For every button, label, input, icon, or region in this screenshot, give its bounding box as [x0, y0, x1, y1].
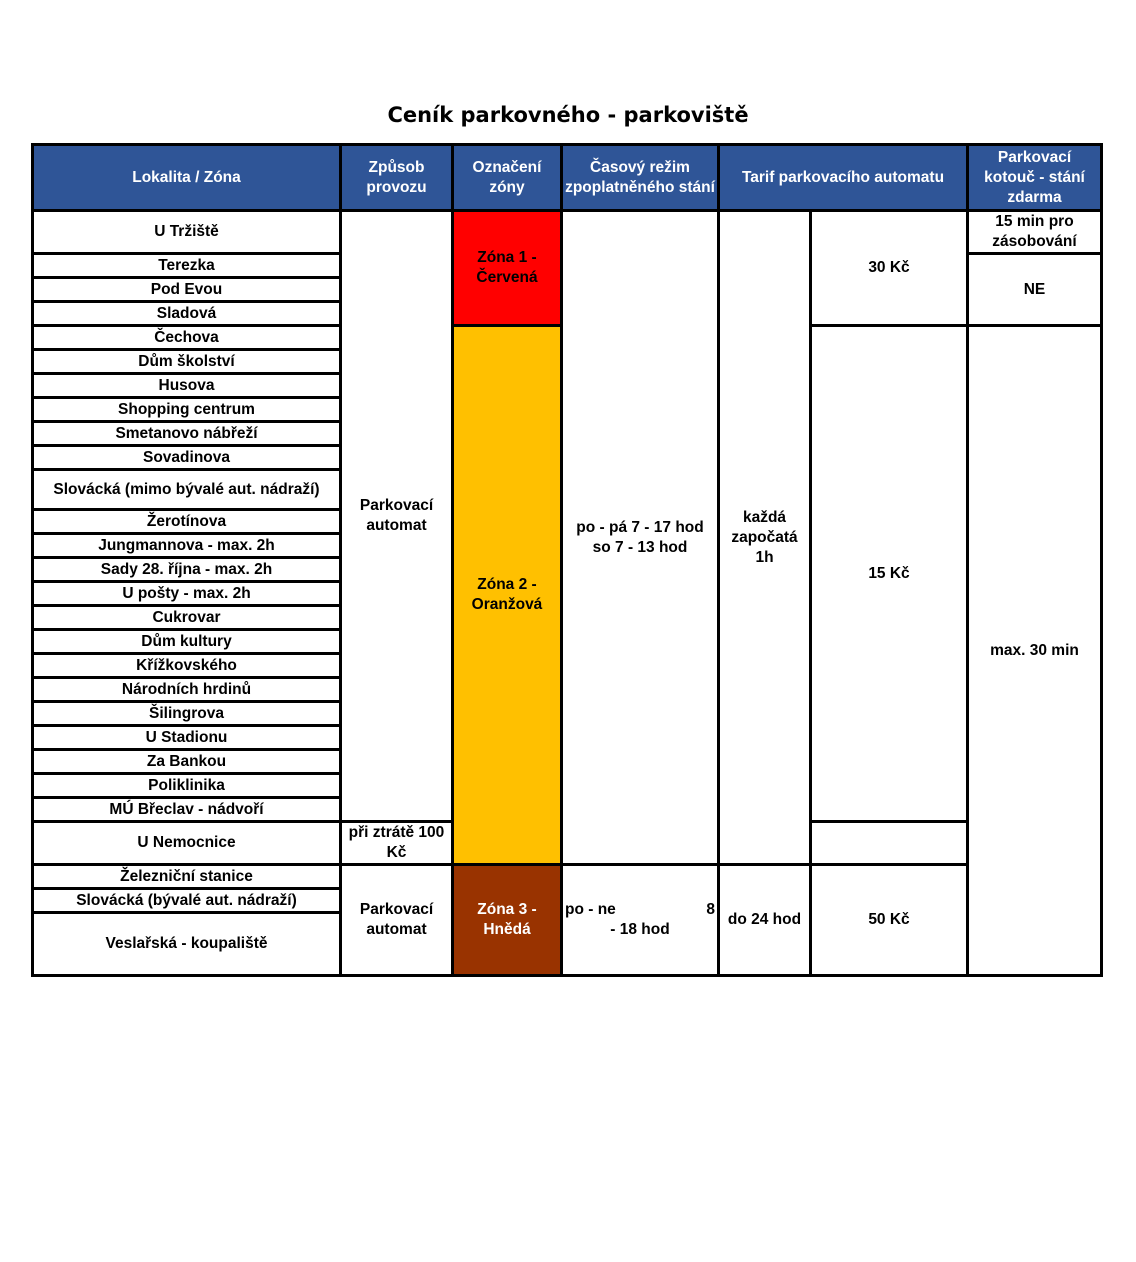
operation-automat-z3: Parkovací automat [341, 865, 453, 976]
locality-cell: U Stadionu [33, 726, 341, 750]
tariff-price-z3: 50 Kč [811, 865, 968, 976]
disc-supply: 15 min pro zásobování [968, 211, 1102, 254]
tariff-unit-z3: do 24 hod [719, 865, 811, 976]
disc-max30: max. 30 min [968, 326, 1102, 976]
time-regime-z3-line2: - 18 hod [610, 921, 670, 938]
tariff-unit-z12: každá započatá 1h [719, 211, 811, 865]
locality-cell: Shopping centrum [33, 398, 341, 422]
page-title: Ceník parkovného - parkoviště [387, 103, 749, 127]
time-regime-z3-line1 [565, 900, 715, 920]
locality-cell: Pod Evou [33, 278, 341, 302]
time-regime-z3 [562, 865, 719, 976]
locality-cell: Poliklinika [33, 774, 341, 798]
zone-1-label: Zóna 1 - Červená [476, 249, 538, 286]
locality-cell: Sovadinova [33, 446, 341, 470]
zone-2-label: Zóna 2 - Oranžová [471, 576, 543, 613]
zone-3-label: Zóna 3 - Hnědá [477, 901, 537, 938]
locality-cell: Terezka [33, 254, 341, 278]
header-disc: Parkovací kotouč - stání zdarma [968, 145, 1102, 211]
locality-cell: Jungmannova - max. 2h [33, 534, 341, 558]
locality-cell: Žerotínova [33, 510, 341, 534]
locality-cell: Smetanovo nábřeží [33, 422, 341, 446]
locality-cell: Čechova [33, 326, 341, 350]
zone-2-cell [453, 326, 562, 865]
locality-cell: Sladová [33, 302, 341, 326]
locality-cell: Šilingrova [33, 702, 341, 726]
locality-cell: Husova [33, 374, 341, 398]
header-zone-mark: Označení zóny [453, 145, 562, 211]
locality-cell: Národních hrdinů [33, 678, 341, 702]
table-row [33, 211, 1102, 254]
locality-cell: Veslařská - koupaliště [33, 913, 341, 976]
tariff-lost-ticket: při ztrátě 100 Kč [341, 822, 453, 865]
locality-cell: MÚ Břeclav - nádvoří [33, 798, 341, 822]
header-tariff: Tarif parkovacího automatu [719, 145, 968, 211]
locality-cell: U Nemocnice [33, 822, 341, 865]
time-regime-z3-days: po - ne [565, 901, 616, 918]
time-regime-z12-line2: so 7 - 13 hod [592, 538, 688, 556]
zone-1-cell [453, 211, 562, 326]
time-regime-z12 [562, 211, 719, 865]
locality-cell: Železniční stanice [33, 865, 341, 889]
header-row [33, 145, 1102, 211]
locality-cell: Křížkovského [33, 654, 341, 678]
disc-no: NE [968, 254, 1102, 326]
header-locality: Lokalita / Zóna [33, 145, 341, 211]
locality-cell: Dům školství [33, 350, 341, 374]
locality-cell: Za Bankou [33, 750, 341, 774]
header-time-regime: Časový režim zpoplatněného stání [562, 145, 719, 211]
locality-cell: Slovácká (mimo bývalé aut. nádraží) [33, 470, 341, 510]
table-row [33, 865, 1102, 889]
zone-3-cell [453, 865, 562, 976]
time-regime-z12-line1: po - pá 7 - 17 hod [576, 518, 704, 536]
locality-cell: Dům kultury [33, 630, 341, 654]
locality-cell: Slovácká (bývalé aut. nádraží) [33, 889, 341, 913]
locality-cell: U pošty - max. 2h [33, 582, 341, 606]
price-table [31, 143, 1103, 977]
locality-cell: Sady 28. října - max. 2h [33, 558, 341, 582]
time-regime-z3-start: 8 [706, 901, 715, 918]
tariff-price-z2: 15 Kč [811, 326, 968, 822]
header-operation: Způsob provozu [341, 145, 453, 211]
operation-automat: Parkovací automat [341, 211, 453, 822]
locality-cell: Cukrovar [33, 606, 341, 630]
tariff-price-z1: 30 Kč [811, 211, 968, 326]
locality-cell: U Tržiště [33, 211, 341, 254]
